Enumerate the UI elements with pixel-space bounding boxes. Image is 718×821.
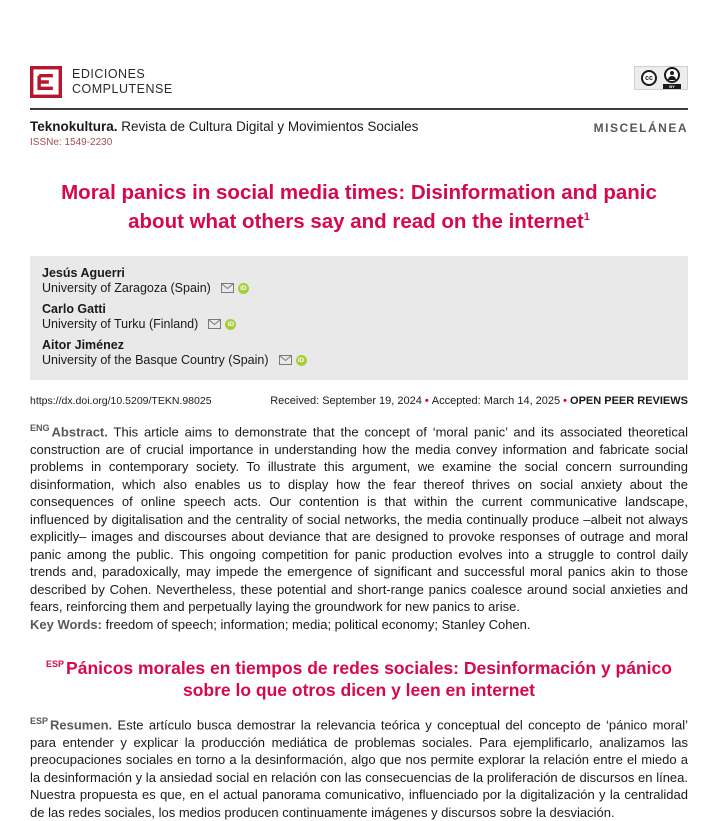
author-affiliation (42, 353, 676, 368)
journal-info (30, 119, 418, 148)
dates-line (270, 395, 688, 407)
abstract-text: This article aims to demonstrate that the concept of ‘moral panic’ and its associated theoretical construction are of crucial importance in understanding how the media convey information and fabricate social problems in contemporary society. To illustrate this argument, we examine the social concern surrounding disinformation, which also enables us to display how the fear thereof thrives on social anxiety about the consequences of online speech acts. Our contention is that within the current communicative landscape, influenced by digitalisation and the centrality of social networks, the media continually produce –albeit not always explicitly– images and discourses about deviance that are designed to provoke responses of outrage and moral panic among the public. This ongoing competition for panic production evolves into a struggle to control daily trends and, paradoxically, may impede the emergence of significant and successful moral panics akin to those described by Cohen. Nevertheless, these potential and short-range panics coalesce around social anxieties and fears, reinforcing them and perpetually laying the groundwork for new panics to arise. (30, 424, 688, 615)
publisher-header (30, 66, 688, 110)
title-es-lang-tag: ESP (46, 659, 65, 670)
cc-icon: cc (641, 70, 657, 86)
doi-link[interactable]: https://dx.doi.org/10.5209/TEKN.98025 (30, 394, 212, 407)
publisher-brand (30, 66, 173, 98)
publisher-name-line2: COMPLUTENSE (72, 82, 173, 96)
author-name: Jesús Aguerri (42, 265, 125, 280)
keywords-label: Key Words: (30, 616, 102, 632)
orcid-icon[interactable]: iD (225, 319, 236, 330)
title-footnote-marker[interactable]: 1 (583, 211, 590, 223)
author-affiliation-text: University of the Basque Country (Spain) (42, 352, 269, 367)
email-icon[interactable] (279, 355, 292, 365)
author-name: Carlo Gatti (42, 301, 106, 316)
journal-name: Teknokultura. (30, 119, 118, 134)
author-row (42, 302, 676, 332)
by-attribution-icon (663, 67, 681, 89)
separator-dot: • (424, 394, 429, 407)
open-peer-reviews-label[interactable]: OPEN PEER REVIEWS (570, 394, 688, 407)
received-date: Received: September 19, 2024 (270, 394, 422, 407)
author-affiliation (42, 281, 676, 296)
journal-issn: ISSNe: 1549-2230 (30, 137, 113, 148)
orcid-icon[interactable]: iD (238, 283, 249, 294)
email-icon[interactable] (208, 319, 221, 329)
author-row (42, 338, 676, 368)
authors-box (30, 256, 688, 380)
author-affiliation (42, 317, 676, 332)
resumen-label: Resumen. (50, 717, 113, 733)
article-page (30, 0, 688, 821)
accepted-date: Accepted: March 14, 2025 (431, 394, 561, 407)
email-icon[interactable] (221, 283, 234, 293)
article-title-en (30, 180, 688, 234)
abstract-paragraph (30, 420, 688, 616)
publisher-name-line1: EDICIONES (72, 67, 146, 81)
publisher-name (72, 67, 173, 97)
cc-by-license-badge[interactable] (634, 66, 688, 90)
author-affiliation-text: University of Zaragoza (Spain) (42, 280, 211, 295)
article-meta-row (30, 395, 688, 407)
abstract-lang-tag: ENG (30, 422, 50, 433)
resumen-text: Este artículo busca demostrar la relevancia teórica y conceptual del concepto de ‘pánico moral’ para entender y explicar la producción mediática de problemas sociales. Para ejemplificarlo, analizamos las preocupaciones sociales en torno a la desinformación, algo que nos permite explorar la relación entre el miedo a la desinformación y la ansiedad social en relación con las consecuencias de la proliferación de discursos en línea. Nuestra propuesta es que, en el actual panorama comunicativo, influenciado por la digitalización y la centralidad de las redes sociales, los medios producen continuamente imágenes y discursos sobre la desviación. (30, 717, 688, 820)
article-title-en-text: Moral panics in social media times: Disinformation and panic about what others say and read on the internet (61, 181, 657, 233)
journal-title (30, 119, 418, 134)
abstract-label: Abstract. (51, 424, 108, 440)
section-label: MISCELÁNEA (593, 121, 688, 135)
article-title-es (30, 653, 688, 701)
ediciones-complutense-logo-icon (30, 66, 62, 98)
author-affiliation-text: University of Turku (Finland) (42, 316, 199, 331)
author-row (42, 266, 676, 296)
by-label: BY (663, 84, 681, 89)
author-name: Aitor Jiménez (42, 337, 124, 352)
article-title-es-text: Pánicos morales en tiempos de redes sociales: Desinformación y pánico sobre lo que otros dicen y leen en internet (66, 657, 672, 700)
separator-dot: • (563, 394, 568, 407)
resumen-paragraph (30, 713, 688, 821)
resumen-lang-tag: ESP (30, 715, 49, 726)
person-icon (664, 67, 680, 83)
orcid-icon[interactable]: iD (296, 355, 307, 366)
keywords-line (30, 616, 688, 634)
journal-row (30, 110, 688, 148)
journal-subtitle: Revista de Cultura Digital y Movimientos Sociales (117, 119, 419, 134)
keywords-text: freedom of speech; information; media; political economy; Stanley Cohen. (102, 616, 531, 632)
